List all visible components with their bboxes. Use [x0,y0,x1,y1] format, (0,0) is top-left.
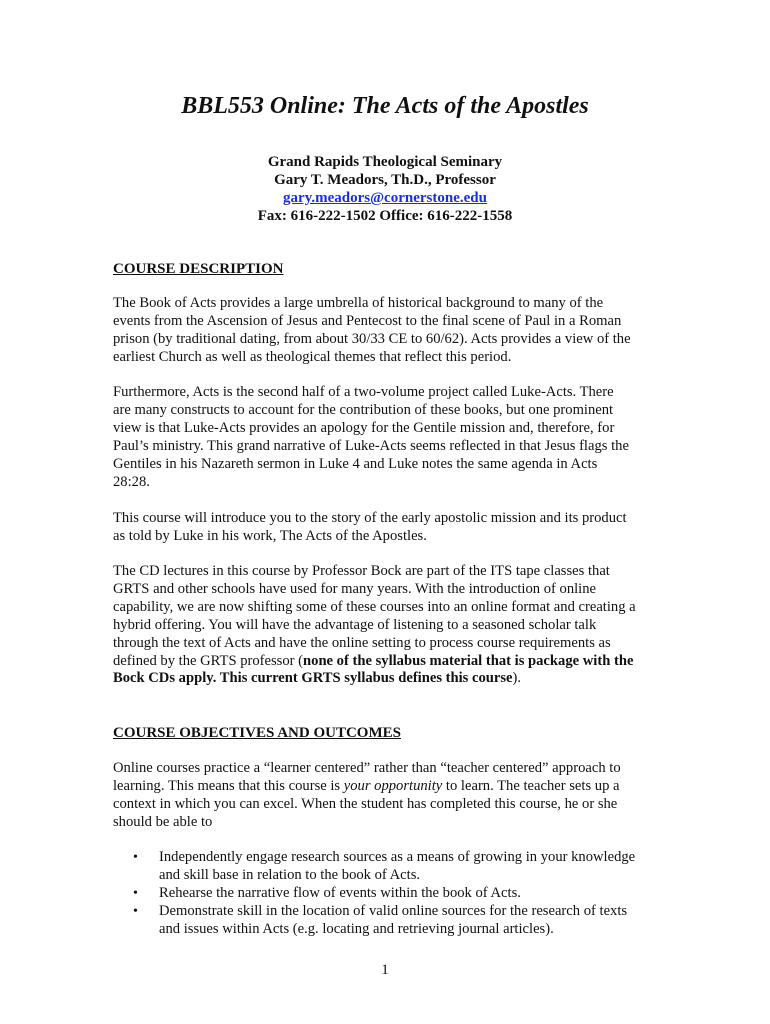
text-line: Rehearse the narrative flow of events within the book of Acts. [159,884,521,901]
description-paragraph-1 [113,295,658,367]
text-line: through the text of Acts and have the online setting to process course requirements as [113,634,611,651]
text-line: Online courses practice a “learner centered” rather than “teacher centered” approach to [113,760,621,776]
bold-text: none of the syllabus material that is package with the [303,652,634,669]
text-line: should be able to [113,813,213,830]
institution-name: Grand Rapids Theological Seminary [267,154,503,170]
professor-name: Gary T. Meadors, Th.D., Professor [274,172,496,188]
description-paragraph-3 [113,510,658,546]
text-line [113,778,658,796]
objectives-heading: COURSE OBJECTIVES AND OUTCOMES [113,725,401,741]
bullet-icon: • [133,850,138,865]
list-item [133,885,673,903]
bullet-icon: • [133,885,138,901]
text-line: as told by Luke in his work, The Acts of the Apostles. [113,527,427,544]
list-item [133,849,673,885]
text-run: learning. This means that this course is [113,777,344,794]
description-paragraph-4 [113,563,658,688]
objectives-list [133,849,673,939]
list-item [133,903,673,939]
text-line: Independently engage research sources as a means of growing in your knowledge [159,849,636,865]
course-description-heading: COURSE DESCRIPTION [113,261,284,277]
text-line: The Book of Acts provides a large umbrella of historical background to many of the [113,295,604,311]
text-line: 28:28. [113,473,150,490]
text-line: earliest Church as well as theological themes that reflect this period. [113,348,512,365]
text-run: to learn. The teacher sets up a [442,777,620,794]
text-line: This course will introduce you to the story of the early apostolic mission and its product [113,510,627,526]
contact-line: Fax: 616-222-1502 Office: 616-222-1558 [257,208,513,224]
bold-text: Bock CDs apply. This current GRTS syllabus defines this course [113,670,513,687]
text-line: Gentiles in his Nazareth sermon in Luke 4 and Luke notes the same agenda in Acts [113,455,598,472]
page-number: 1 [381,962,389,978]
text-line: GRTS and other schools have used for many years. With the introduction of online [113,580,597,597]
email-line [0,189,770,207]
text-line: Furthermore, Acts is the second half of a two-volume project called Luke-Acts. There [113,384,614,400]
text-line: and issues within Acts (e.g. locating and retrieving journal articles). [159,920,554,937]
text-line: events from the Ascension of Jesus and Pentecost to the final scene of Paul in a Roman [113,312,622,329]
email-link[interactable]: gary.meadors@cornerstone.edu [283,190,487,206]
document-title: BBL553 Online: The Acts of the Apostles [181,93,589,119]
text-line: Paul’s ministry. This grand narrative of Luke-Acts seems reflected in that Jesus flags the [113,437,629,454]
text-run: ). [512,670,522,687]
text-line [113,670,658,688]
text-line: Demonstrate skill in the location of valid online sources for the research of texts [159,902,628,919]
text-line: view is that Luke-Acts provides an apology for the Gentile mission and, therefore, for [113,419,615,436]
text-line: context in which you can excel. When the student has completed this course, he or she [113,795,618,812]
text-line: and skill base in relation to the book of Acts. [159,866,421,883]
bullet-icon: • [133,903,138,919]
text-line: hybrid offering. You will have the advantage of listening to a seasoned scholar talk [113,616,597,633]
text-line: prison (by traditional dating, from about 30/33 CE to 60/62). Acts provides a view of the [113,330,631,347]
description-paragraph-2 [113,384,658,491]
text-run: defined by the GRTS professor ( [113,652,304,669]
text-line: The CD lectures in this course by Professor Bock are part of the ITS tape classes that [113,563,610,579]
text-line: capability, we are now shifting some of these courses into an online format and creating a [113,598,636,615]
objectives-paragraph [113,760,658,832]
text-line [113,653,658,671]
text-line: are many constructs to account for the contribution of these books, but one prominent [113,401,614,418]
italic-text: your opportunity [343,777,443,794]
